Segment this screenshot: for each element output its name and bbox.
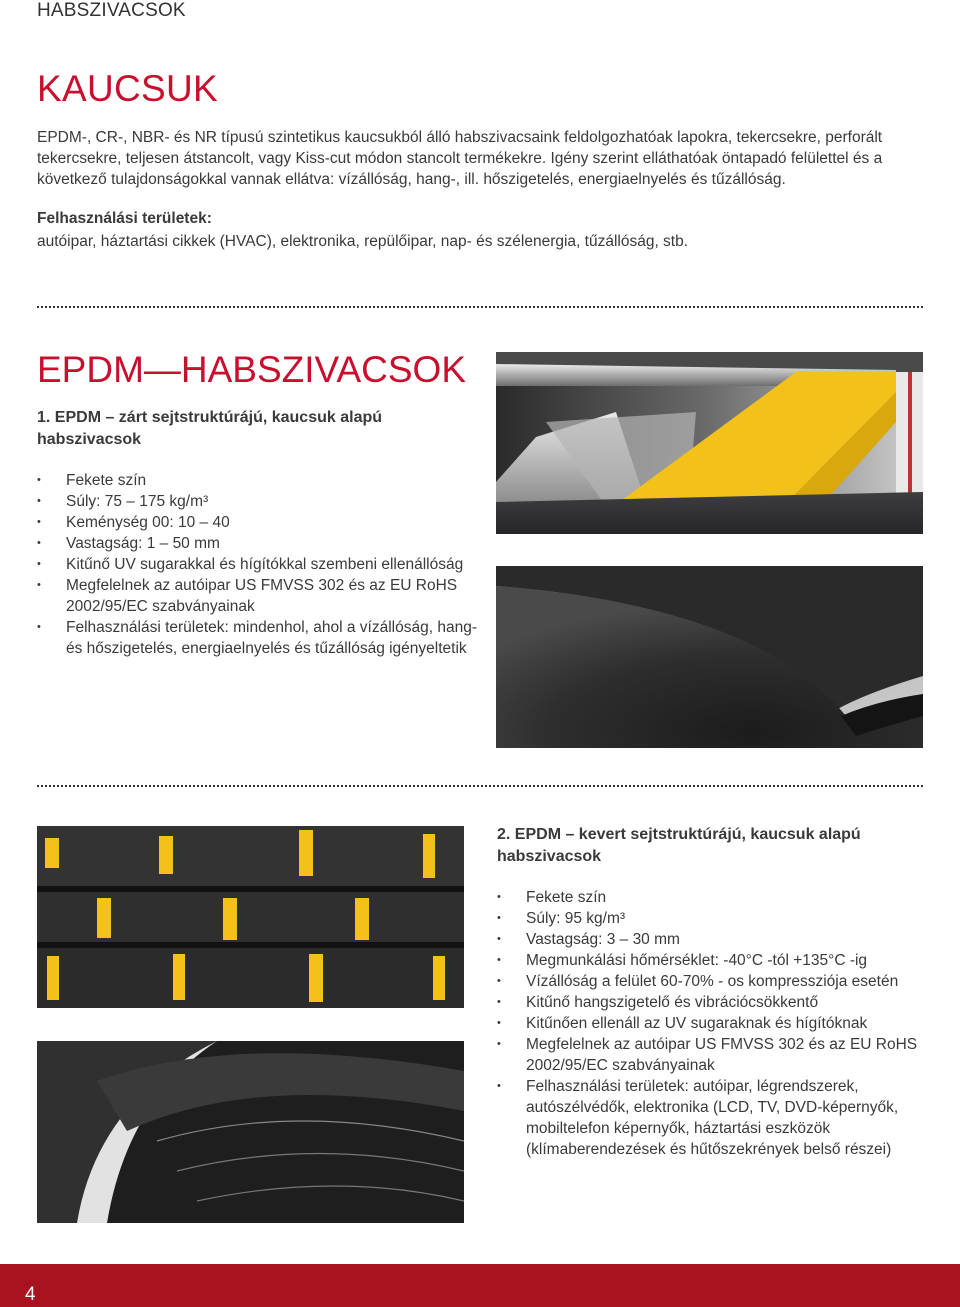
product1-title: 1. EPDM – zárt sejtstruktúrájú, kaucsuk alapú habszivacsok — [37, 409, 383, 448]
footer-bar — [0, 1264, 960, 1307]
foam-strips-photo — [37, 826, 464, 1008]
foam-sheet-photo — [496, 566, 923, 748]
usage-label: Felhasználási területek: — [37, 210, 212, 227]
roller-photo — [496, 352, 923, 534]
list-item: • Megmunkálási hőmérséklet: -40°C -tól +135°C -ig — [497, 950, 927, 971]
product2-spec-list — [497, 887, 927, 1160]
list-item: • Megfelelnek az autóipar US FMVSS 302 és az EU RoHS 2002/95/EC szabványainak — [37, 575, 477, 617]
kaucsuk-intro: EPDM-, CR-, NBR- és NR típusú szintetikus kaucsukból álló habszivacsaink feldolgozhatóak lapokra, tekercsekre, perforált tekercsekre, teljesen átstancolt, vagy Kiss-cut módon stancolt termékekre. Igény szerint elláthatóak öntapadó felülettel és a következő tulajdonságokkal vannak ellátva: vízállóság, hang-, ill. hőszigetelés, energiaelnyelés és tűzállóság. — [37, 129, 883, 188]
epdm-section-title: EPDM—HABSZIVACSOK — [37, 349, 467, 390]
list-item: • Súly: 75 – 175 kg/m³ — [37, 491, 477, 512]
list-item: • Megfelelnek az autóipar US FMVSS 302 és az EU RoHS 2002/95/EC szabványainak — [497, 1034, 927, 1076]
list-item: • Kitűnő UV sugarakkal és hígítókkal szembeni ellenállóság — [37, 554, 477, 575]
list-item: • Vízállóság a felület 60-70% - os kompressziója esetén — [497, 971, 927, 992]
list-item: • Fekete szín — [37, 470, 477, 491]
list-item: • Súly: 95 kg/m³ — [497, 908, 927, 929]
product1-spec-list — [37, 470, 477, 659]
kaucsuk-title: KAUCSUK — [37, 68, 218, 109]
list-item: • Vastagság: 1 – 50 mm — [37, 533, 477, 554]
list-item: • Kitűnően ellenáll az UV sugaraknak és hígítóknak — [497, 1013, 927, 1034]
list-item: • Kitűnő hangszigetelő és vibrációcsökkentő — [497, 992, 927, 1013]
page-number: 4 — [25, 1284, 36, 1305]
divider — [37, 785, 923, 787]
list-item: • Keménység 00: 10 – 40 — [37, 512, 477, 533]
list-item: • Fekete szín — [497, 887, 927, 908]
list-item: • Felhasználási területek: mindenhol, ahol a vízállóság, hang- és hőszigetelés, energiaelnyelés és tűzállóság igényeltetik — [37, 617, 477, 659]
divider — [37, 306, 923, 308]
foam-rolls-photo — [37, 1041, 464, 1223]
list-item: • Vastagság: 3 – 30 mm — [497, 929, 927, 950]
product2-title: 2. EPDM – kevert sejtstruktúrájú, kaucsuk alapú habszivacsok — [497, 826, 861, 865]
usage-text: autóipar, háztartási cikkek (HVAC), elektronika, repülőipar, nap- és szélenergia, tűzállóság, stb. — [37, 233, 689, 250]
page-header-label: HABSZIVACSOK — [37, 0, 186, 21]
list-item: • Felhasználási területek: autóipar, légrendszerek, autószélvédők, elektronika (LCD, TV, DVD-képernyők, mobiltelefon képernyők, háztartási eszközök (klímaberendezések és hűtőszekrények belső részei) — [497, 1076, 927, 1160]
